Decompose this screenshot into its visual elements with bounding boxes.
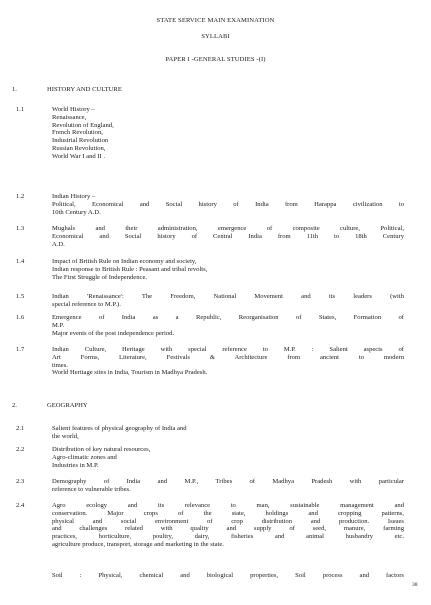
item-line: Revolution of England,	[52, 121, 114, 129]
item-line: and challenges related with quality and supply of seed, manure, farming	[52, 525, 404, 533]
item-line: Russian Revolution,	[52, 144, 106, 152]
item-line: Salient features of physical geography of India and	[52, 425, 187, 432]
item-line: Industries in M.P.	[52, 461, 99, 469]
section-number: 1.	[12, 86, 17, 93]
item-line: physical and social environment of crop distribution and production. Issues	[52, 517, 404, 525]
item-text	[52, 425, 404, 441]
item-text	[52, 193, 404, 216]
section-title: GEOGRAPHY	[47, 402, 88, 409]
item-line: Economical and Social history of Central India from 11th to 18th Century	[52, 232, 404, 240]
item-line: Indian response to British Rule : Peasant and tribal revolts,	[52, 265, 208, 273]
item-text	[52, 572, 404, 580]
item-line: Indian Culture, Heritage with special reference to M.P. : Salient aspects of	[52, 346, 404, 353]
item-line: Renaissance,	[52, 113, 87, 121]
page-number: 38	[412, 582, 418, 588]
section-title: HISTORY AND CULTURE	[47, 86, 122, 93]
item-number: 2.1	[16, 425, 25, 432]
item-number: 1.4	[16, 258, 25, 265]
item-line: special reference to M.P.).	[52, 300, 121, 308]
item-line: Major events of the post independence period.	[52, 329, 175, 337]
item-text	[52, 258, 404, 281]
item-line: Political, Economical and Social history of India from Harappa civilization to	[52, 200, 404, 208]
item-text	[52, 478, 404, 494]
item-line: Agro-climatic zones and	[52, 453, 117, 461]
syllabi-title: SYLLABI	[201, 33, 230, 40]
item-text	[52, 446, 404, 469]
item-line: Emergence of India as a Republic, Reorganisation of States, Formation of	[52, 314, 404, 321]
item-line: times.	[52, 361, 68, 369]
item-line: Art Forms, Literature, Festivals & Architecture from ancient to modern	[52, 353, 404, 361]
item-line: 10th Century A.D.	[52, 208, 101, 216]
item-line: A.D.	[52, 240, 65, 248]
item-number: 1.5	[16, 293, 25, 300]
item-text	[52, 314, 404, 337]
item-line: Indian History –	[52, 193, 96, 200]
item-line: agriculture produce, transport, storage and marketing in the state.	[52, 540, 224, 548]
section-number: 2.	[12, 402, 17, 409]
item-number: 1.7	[16, 346, 25, 353]
item-line: Agro ecology and its relevance to man, sustainable management and	[52, 502, 404, 509]
item-line: reference to vulnerable tribes.	[52, 485, 131, 493]
item-line: The First Struggle of Independence.	[52, 273, 148, 281]
item-line: Demography of India and M.P., Tribes of Madhya Pradesh with particular	[52, 478, 404, 485]
item-line: Industrial Revolution	[52, 137, 109, 145]
item-line: practices, horticulture, poultry, dairy, fisheries and animal husbandry etc.	[52, 533, 404, 541]
item-line: World Heritage sites in India, Tourism in Madhya Pradesh.	[52, 369, 208, 377]
item-number: 2.2	[16, 446, 25, 453]
item-line: Indian 'Renaissance': The Freedom, National Movement and its leaders (with	[52, 293, 404, 300]
item-line: M.P.	[52, 321, 65, 329]
item-number: 2.4	[16, 502, 25, 509]
item-number: 1.2	[16, 193, 25, 200]
paper-title: PAPER I -GENERAL STUDIES -(I)	[165, 56, 266, 63]
exam-title: STATE SERVICE MAIN EXAMINATION	[156, 17, 275, 24]
item-line: conservation. Major crops of the state, holdings and cropping patterns,	[52, 509, 404, 517]
item-text	[52, 502, 404, 549]
item-text	[52, 346, 404, 377]
item-line: Impact of British Rule on Indian economy and society,	[52, 258, 197, 265]
item-line: the world,	[52, 432, 79, 440]
item-number: 2.3	[16, 478, 25, 485]
item-line: World War I and II .	[52, 152, 106, 160]
item-number: 1.3	[16, 225, 25, 232]
item-number: 1.6	[16, 314, 25, 321]
item-line: Mughals and their administration, emergence of composite culture, Political,	[52, 225, 404, 232]
item-line: Soil : Physical, chemical and biological properties, Soil process and factors	[52, 572, 404, 579]
item-text	[52, 225, 404, 248]
item-text	[52, 106, 404, 161]
item-number: 1.1	[16, 106, 25, 113]
item-text	[52, 293, 404, 309]
item-line: Distribution of key natural resources,	[52, 446, 151, 453]
item-line: French Revolution,	[52, 129, 103, 137]
item-line: World History –	[52, 106, 95, 113]
